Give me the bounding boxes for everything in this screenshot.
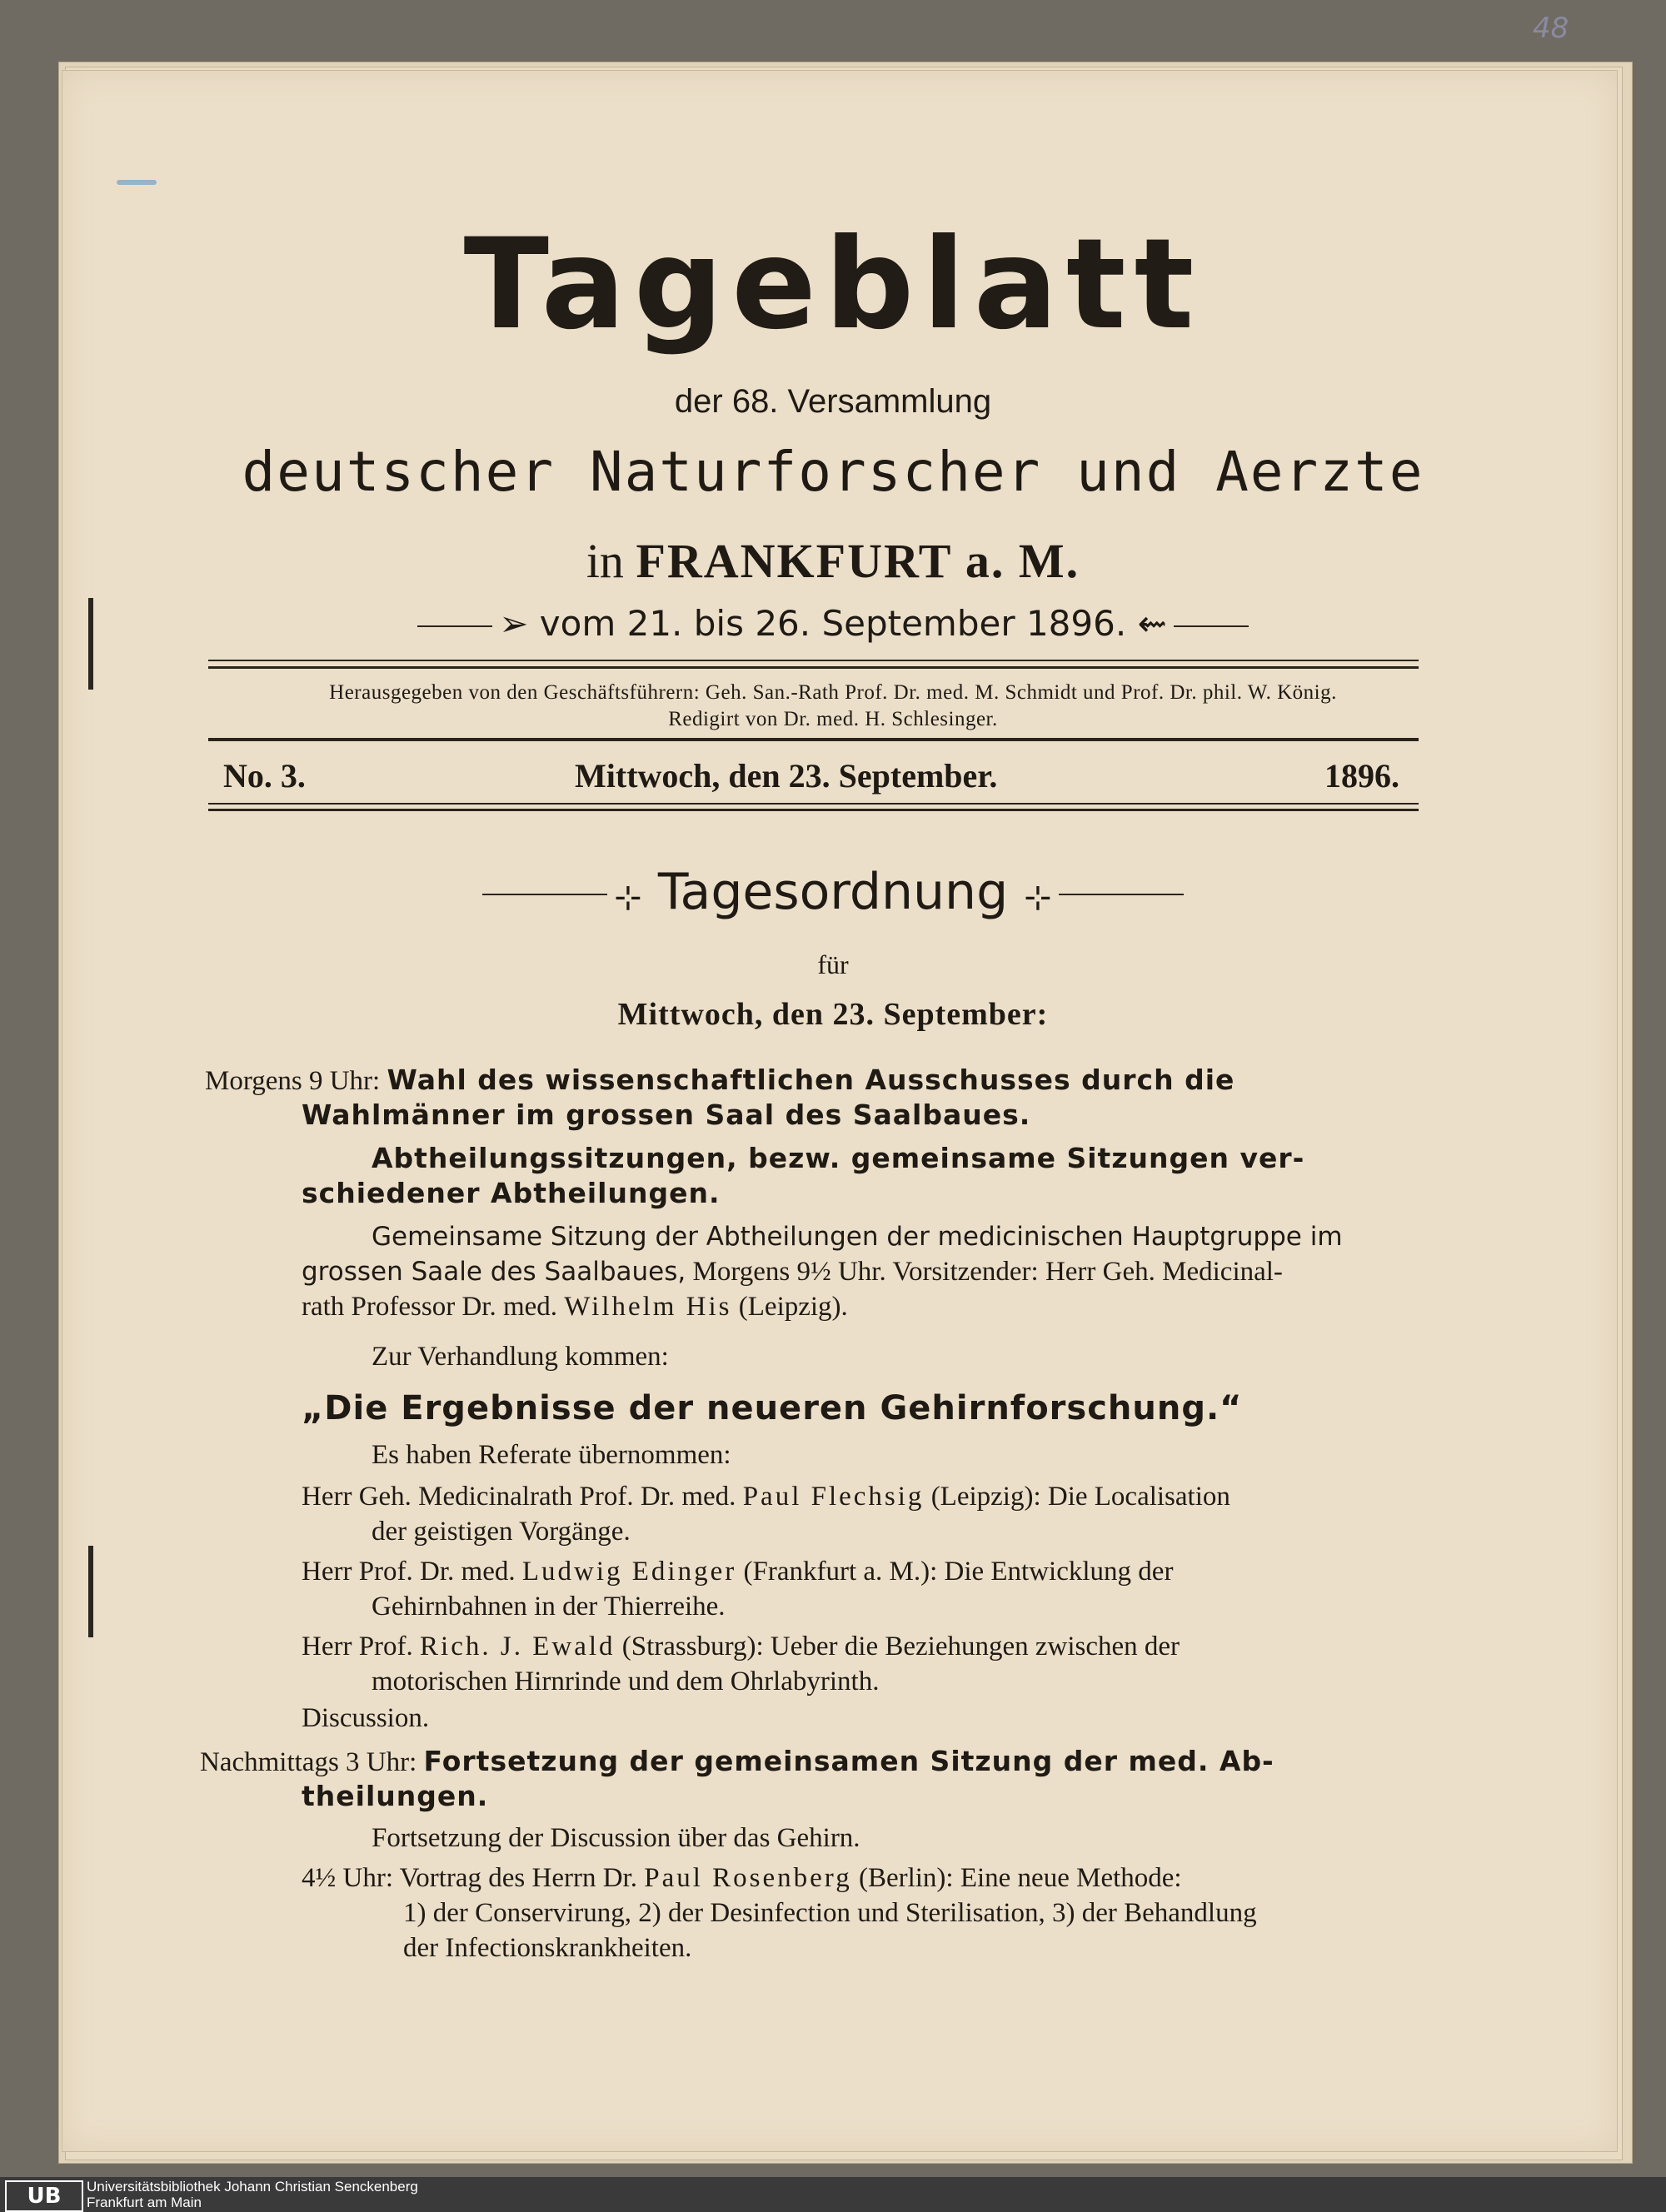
ref2-suffix: (Frankfurt a. M.): Die Entwicklung der	[743, 1557, 1174, 1587]
editor-line: Redigirt von Dr. med. H. Schlesinger.	[668, 708, 998, 730]
ref1-suffix: (Leipzig): Die Localisation	[930, 1482, 1230, 1512]
issue-year: 1896.	[1324, 757, 1399, 795]
ref2-prefix: Herr Prof. Dr. med.	[302, 1557, 516, 1587]
binding-mark-lower	[88, 1546, 93, 1637]
referent-3	[302, 1629, 1180, 1664]
arrow-left-ornament: ⇜	[1137, 603, 1167, 644]
library-name-line1: Universitätsbibliothek Johann Christian Senckenberg	[87, 2179, 418, 2195]
talk-item	[302, 1861, 1182, 1896]
afternoon-label: Nachmittags 3 Uhr:	[200, 1747, 417, 1777]
afternoon-continuation: Fortsetzung der Discussion über das Gehirn.	[372, 1823, 860, 1853]
ornament-line-right	[1174, 625, 1249, 627]
morning-label: Morgens 9 Uhr:	[205, 1066, 381, 1096]
blue-ink-mark	[117, 180, 157, 185]
joint-session-3c: (Leipzig).	[738, 1292, 848, 1322]
joint-session-3	[302, 1289, 848, 1324]
ref3-suffix: (Strassburg): Ueber die Beziehungen zwischen der	[621, 1632, 1180, 1661]
city-prefix: in	[586, 534, 624, 588]
talk-topics: 1) der Conservirung, 2) der Desinfection und Sterilisation, 3) der Behandlung	[403, 1898, 1257, 1928]
rule-top-thin	[208, 660, 1419, 661]
morning-text-a: Wahl des wissenschaftlichen Ausschusses durch die	[387, 1064, 1235, 1096]
agenda-day: Mittwoch, den 23. September:	[617, 997, 1049, 1032]
publisher-block	[0, 680, 1666, 733]
pencil-page-number: 48	[1533, 12, 1569, 45]
ref3-name: Rich. J. Ewald	[420, 1632, 616, 1661]
ornament-line-right	[1059, 894, 1184, 895]
ref2-name: Ludwig Edinger	[521, 1557, 737, 1587]
ref1-topic: der geistigen Vorgänge.	[372, 1517, 631, 1547]
masthead-subtitle: der 68. Versammlung	[674, 383, 992, 420]
joint-session-2a: grossen Saale des Saalbaues,	[302, 1257, 686, 1287]
dates-text: vom 21. bis 26. September 1896.	[539, 603, 1127, 644]
rule-issue-top	[208, 738, 1419, 741]
flourish-right-icon: ⊹	[1024, 879, 1052, 917]
morning-text-b: Wahlmänner im grossen Saal des Saalbaues.	[302, 1099, 1031, 1131]
arrow-right-ornament: ➢	[499, 603, 529, 644]
masthead-city	[0, 533, 1666, 589]
referate-intro: Es haben Referate übernommen:	[372, 1440, 731, 1470]
issue-date: Mittwoch, den 23. September.	[575, 757, 998, 795]
library-name-line2: Frankfurt am Main	[87, 2195, 202, 2210]
ref1-prefix: Herr Geh. Medicinalrath Prof. Dr. med.	[302, 1482, 736, 1512]
library-footer	[0, 2177, 1666, 2212]
discussion: Discussion.	[302, 1703, 430, 1733]
agenda-title: Tagesordnung	[657, 863, 1009, 921]
ornament-line-left	[417, 625, 492, 627]
morning-item	[205, 1063, 1421, 1099]
talk-prefix: Vortrag des Herrn Dr.	[399, 1863, 637, 1893]
ornament-line-left	[482, 894, 607, 895]
masthead-title: Tageblatt	[463, 212, 1203, 357]
masthead-dates	[0, 603, 1666, 644]
afternoon-text-a: Fortsetzung der gemeinsamen Sitzung der med. Ab-	[423, 1745, 1274, 1777]
agenda-heading	[0, 863, 1666, 921]
ref2-topic: Gehirnbahnen in der Thierreihe.	[372, 1592, 726, 1622]
referent-2	[302, 1554, 1173, 1589]
referent-1	[302, 1479, 1230, 1514]
chair-name: Wilhelm His	[564, 1292, 732, 1322]
morning-sessions-b: schiedener Abtheilungen.	[302, 1177, 721, 1209]
ref3-topic: motorischen Hirnrinde und dem Ohrlabyrinth.	[372, 1666, 880, 1696]
joint-session-3a: rath Professor Dr. med.	[302, 1292, 558, 1322]
morning-sessions-a: Abtheilungssitzungen, bezw. gemeinsame Sitzungen ver-	[372, 1142, 1305, 1174]
agenda-fur: für	[817, 949, 849, 979]
library-name	[87, 2179, 418, 2210]
talk-suffix: (Berlin): Eine neue Methode:	[858, 1863, 1182, 1893]
ref3-prefix: Herr Prof.	[302, 1632, 413, 1661]
rule-top-thick	[208, 666, 1419, 669]
rule-issue-bottom-thick	[208, 809, 1419, 811]
joint-session-2	[302, 1254, 1283, 1289]
talk-topics-end: der Infectionskrankheiten.	[403, 1933, 692, 1963]
city-name: FRANKFURT a. M.	[636, 534, 1080, 588]
afternoon-text-b: theilungen.	[302, 1780, 489, 1812]
library-logo: UB	[5, 2180, 83, 2212]
masthead-society: deutscher Naturforscher und Aerzte	[242, 440, 1424, 504]
rule-issue-bottom-thin	[208, 803, 1419, 805]
zur-verhandlung: Zur Verhandlung kommen:	[372, 1342, 669, 1372]
flourish-left-icon: ⊹	[614, 879, 642, 917]
talk-time: 4½ Uhr:	[302, 1863, 393, 1893]
issue-number: No. 3.	[223, 757, 306, 795]
afternoon-item	[200, 1744, 1274, 1780]
joint-session-1: Gemeinsame Sitzung der Abtheilungen der medicinischen Hauptgruppe im	[372, 1222, 1343, 1252]
joint-session-2b: Morgens 9½ Uhr. Vorsitzender: Herr Geh. Medicinal-	[692, 1257, 1283, 1287]
talk-speaker: Paul Rosenberg	[644, 1863, 852, 1893]
publisher-line: Herausgegeben von den Geschäftsführern: Geh. San.-Rath Prof. Dr. med. M. Schmidt und Prof. Dr. phil. W. König.	[329, 681, 1337, 704]
ref1-name: Paul Flechsig	[742, 1482, 925, 1512]
main-topic: „Die Ergebnisse der neueren Gehirnforschung.“	[302, 1389, 1243, 1427]
